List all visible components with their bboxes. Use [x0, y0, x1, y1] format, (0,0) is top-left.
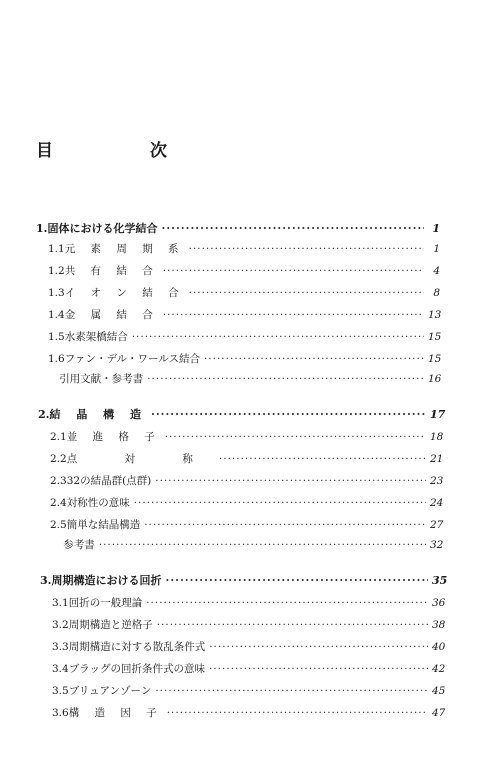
- section-title: 簡単な結晶構造: [66, 519, 141, 531]
- dot-leader: [204, 352, 424, 366]
- chapter-title: 周期構造における回折: [51, 574, 162, 587]
- section-number: 1.3: [48, 287, 65, 299]
- dot-leader: [189, 242, 424, 256]
- section-number: 2.2: [50, 453, 67, 465]
- page-number: 1: [433, 243, 440, 255]
- section-title: 水素架橋結合: [64, 331, 128, 343]
- dot-leader: [209, 662, 428, 676]
- dot-leader: [134, 496, 426, 510]
- chapter-title: 固体における化学結合: [47, 222, 158, 235]
- toc-section[interactable]: [48, 242, 440, 256]
- dot-leader: [209, 640, 428, 654]
- dot-leader: [147, 372, 424, 386]
- toc-section[interactable]: [52, 596, 444, 610]
- toc-section-references[interactable]: [48, 372, 440, 386]
- page-number: 47: [432, 707, 446, 719]
- page-number: 1: [432, 222, 440, 235]
- section-number: 1.4: [48, 309, 65, 321]
- page-number: 32: [430, 539, 444, 551]
- toc-section[interactable]: [52, 618, 444, 632]
- section-title: 共 有 結 合: [64, 265, 159, 277]
- dot-leader: [219, 452, 426, 466]
- toc-chapter-3[interactable]: [40, 574, 448, 588]
- section-title: ファン・デル・ワールス結合: [64, 353, 200, 365]
- section-number: 2.1: [50, 431, 67, 443]
- section-title: 引用文献・参考書: [59, 373, 144, 385]
- toc-section[interactable]: [48, 264, 440, 278]
- section-number: 1.1: [48, 243, 65, 255]
- section-number: 3.6: [52, 707, 69, 719]
- toc-chapter-1[interactable]: [36, 222, 440, 236]
- section-title: 周期構造と逆格子: [68, 619, 153, 631]
- section-title: 構 造 因 子: [68, 707, 163, 719]
- section-title: 元 素 周 期 系: [64, 243, 185, 255]
- dot-leader: [165, 430, 426, 444]
- page-number: 45: [432, 685, 446, 697]
- section-title: 32の結晶群(点群): [66, 475, 152, 487]
- section-number: 3.5: [52, 685, 69, 697]
- dot-leader: [155, 684, 428, 698]
- section-title: 周期構造に対する散乱条件式: [68, 641, 206, 653]
- page-number: 4: [433, 265, 440, 277]
- page-number: 36: [432, 597, 446, 609]
- toc-section[interactable]: [52, 640, 444, 654]
- chapter-number: 3.: [40, 574, 52, 587]
- toc-section[interactable]: [52, 706, 444, 720]
- section-number: 3.3: [52, 641, 69, 653]
- page-title: 目 次: [36, 141, 207, 161]
- dot-leader: [163, 308, 424, 322]
- section-title: 対称性の意味: [66, 497, 130, 509]
- section-number: 1.6: [48, 353, 65, 365]
- toc-chapter-2[interactable]: [38, 408, 446, 422]
- page-number: 23: [430, 475, 444, 487]
- section-number: 1.5: [48, 331, 65, 343]
- section-number: 2.4: [50, 497, 67, 509]
- dot-leader: [99, 538, 426, 552]
- section-title: 金 属 結 合: [64, 309, 159, 321]
- toc-section[interactable]: [52, 684, 444, 698]
- page-number: 38: [432, 619, 446, 631]
- page-number: 13: [428, 309, 442, 321]
- section-title: 点 対 称: [66, 453, 215, 465]
- page-number: 15: [428, 331, 442, 343]
- page-number: 27: [430, 519, 444, 531]
- dot-leader: [132, 330, 424, 344]
- section-title: イ オ ン 結 合: [64, 287, 185, 299]
- toc-section[interactable]: [48, 352, 440, 366]
- dot-leader: [146, 596, 428, 610]
- dot-leader: [151, 408, 426, 422]
- section-number: 3.4: [52, 663, 69, 675]
- page-number: 8: [433, 287, 440, 299]
- page-number: 21: [430, 453, 444, 465]
- dot-leader: [163, 264, 424, 278]
- toc-section[interactable]: [48, 308, 440, 322]
- toc-section[interactable]: [50, 430, 442, 444]
- section-title: ブリュアンゾーン: [68, 685, 152, 697]
- page-number: 24: [430, 497, 444, 509]
- section-number: 3.2: [52, 619, 69, 631]
- chapter-title: 結 晶 構 造: [49, 408, 147, 421]
- page-number: 17: [430, 408, 446, 421]
- dot-leader: [165, 574, 428, 588]
- section-title: 回折の一般理論: [68, 597, 143, 609]
- section-number: 2.3: [50, 475, 67, 487]
- toc-section[interactable]: [48, 330, 440, 344]
- page-number: 42: [432, 663, 446, 675]
- page-number: 15: [428, 353, 442, 365]
- dot-leader: [155, 474, 426, 488]
- page-number: 40: [432, 641, 446, 653]
- toc-section[interactable]: [50, 474, 442, 488]
- page-number: 18: [430, 431, 444, 443]
- section-title: 参考書: [63, 539, 95, 551]
- section-number: 3.1: [52, 597, 69, 609]
- toc-section[interactable]: [52, 662, 444, 676]
- chapter-number: 2.: [38, 408, 50, 421]
- dot-leader: [157, 618, 428, 632]
- dot-leader: [161, 222, 424, 236]
- section-number: 2.5: [50, 519, 67, 531]
- page-number: 16: [428, 373, 442, 385]
- section-title: ブラッグの回折条件式の意味: [68, 663, 205, 675]
- toc-section[interactable]: [48, 286, 440, 300]
- dot-leader: [167, 706, 428, 720]
- toc-section-references[interactable]: [50, 538, 442, 552]
- chapter-number: 1.: [36, 222, 48, 235]
- section-number: 1.2: [48, 265, 65, 277]
- toc-section[interactable]: [50, 496, 442, 510]
- page-number: 35: [432, 574, 448, 587]
- toc-section[interactable]: [50, 452, 442, 466]
- toc-section[interactable]: [50, 518, 442, 532]
- dot-leader: [189, 286, 424, 300]
- dot-leader: [144, 518, 426, 532]
- section-title: 並 進 格 子: [66, 431, 161, 443]
